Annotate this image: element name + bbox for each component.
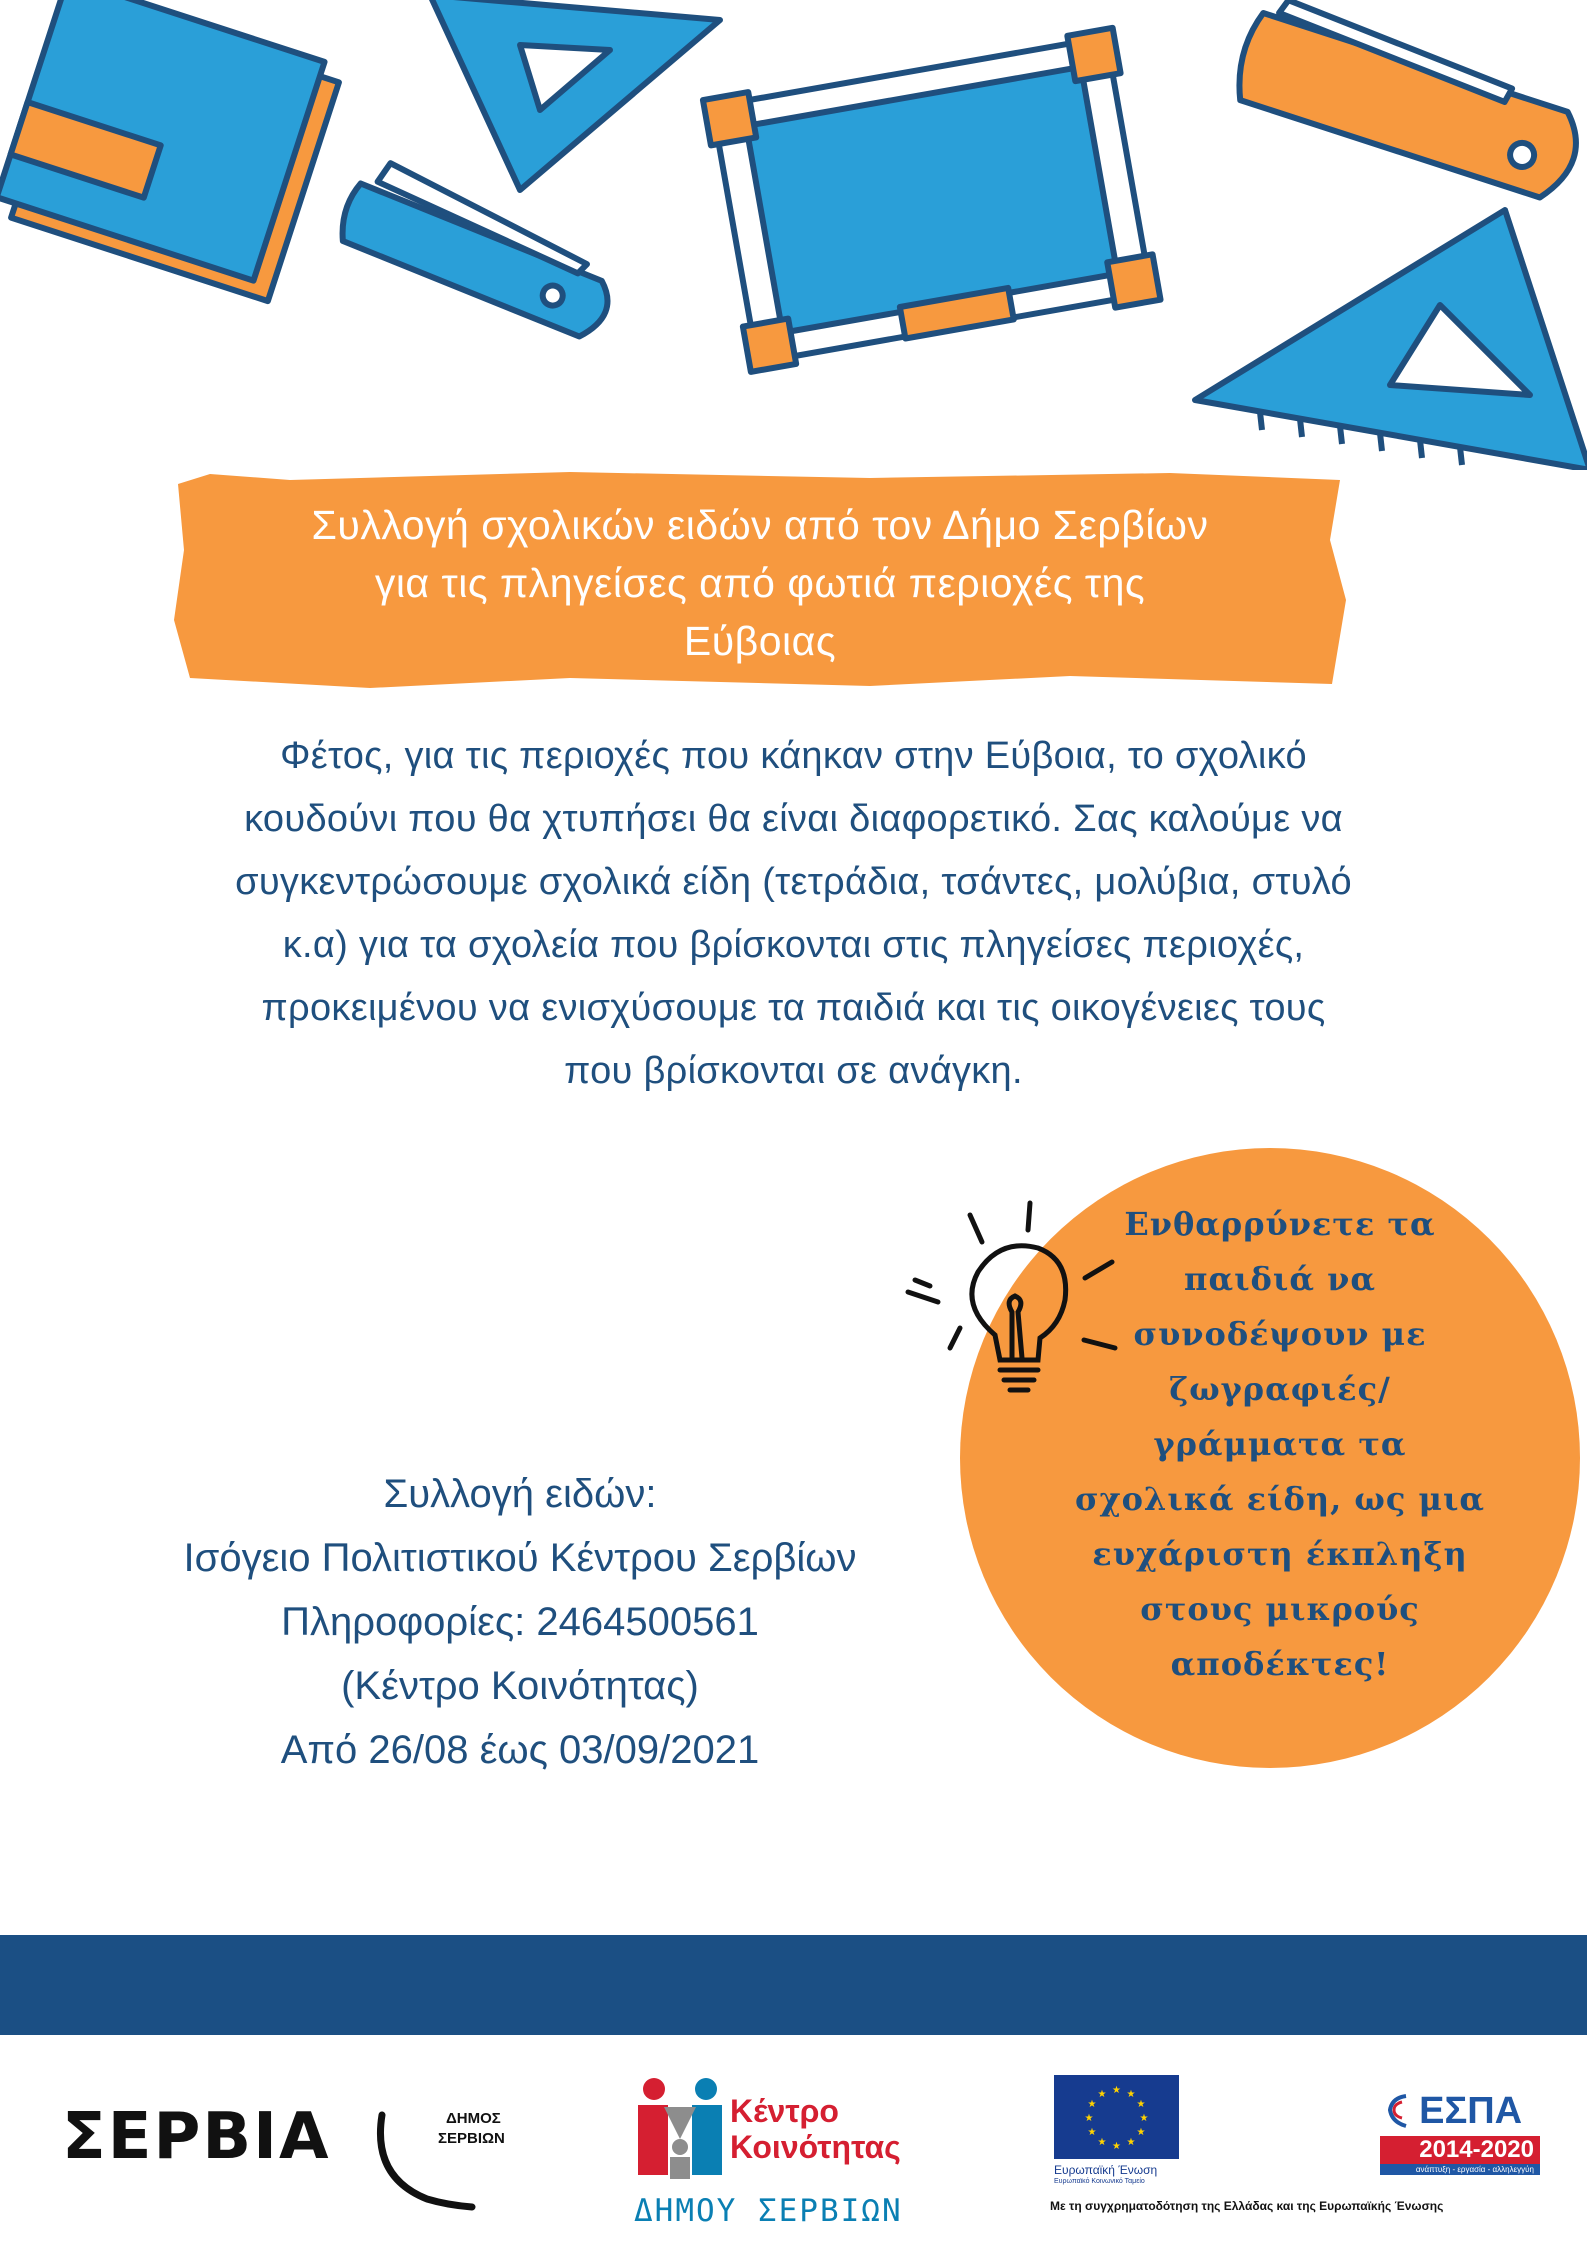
- svg-text:★: ★: [1136, 2127, 1146, 2138]
- paragraph-line: κουδούνι που θα χτυπήσει θα είναι διαφορετικό. Σας καλούμε να: [244, 798, 1343, 840]
- svg-text:★: ★: [1097, 2089, 1107, 2100]
- tip-line: ζωγραφιές/: [1169, 1370, 1391, 1408]
- chalkboard-icon: [703, 28, 1161, 372]
- paragraph-line: κ.α) για τα σχολεία που βρίσκονται στις πληγείσες περιοχές,: [282, 924, 1305, 966]
- paragraph-line: προκειμένου να ενισχύσουμε τα παιδιά και τις οικογένειες τους: [261, 987, 1326, 1029]
- paragraph-line: που βρίσκονται σε ανάγκη.: [564, 1050, 1023, 1092]
- espa-years-box: [1380, 2136, 1540, 2164]
- tip-line: σχολικά είδη, ως μια: [1074, 1480, 1486, 1518]
- eu-flag-icon: [1054, 2075, 1179, 2159]
- espa-flag-icon: [1380, 2090, 1410, 2132]
- espa-title: ΕΣΠΑ: [1419, 2090, 1523, 2132]
- footer-band: [0, 1935, 1587, 2035]
- tip-line: στους μικρούς: [1140, 1590, 1420, 1628]
- svg-text:★: ★: [1112, 2085, 1121, 2096]
- svg-text:★: ★: [1087, 2099, 1097, 2110]
- tip-line: αποδέκτες!: [1170, 1645, 1390, 1683]
- footer-logos: [0, 2035, 1587, 2245]
- title-banner: [170, 470, 1350, 692]
- paragraph-line: συγκεντρώσουμε σχολικά είδη (τετράδια, τσάντες, μολύβια, στυλό: [235, 861, 1352, 903]
- tip-line: συνοδέψουν με: [1133, 1315, 1427, 1353]
- tip-line: Ενθαρρύνετε τα: [1124, 1205, 1436, 1243]
- svg-text:★: ★: [1126, 2089, 1136, 2100]
- kentro-subtitle: ΔΗΜΟΥ ΣΕΡΒΙΩΝ: [634, 2193, 903, 2229]
- collection-dates: Από 26/08 έως 03/09/2021: [280, 1728, 760, 1772]
- title-line-1: Συλλογή σχολικών ειδών από τον Δήμο Σερβίων: [311, 502, 1209, 548]
- cofunding-note: Με τη συγχρηματοδότηση της Ελλάδας και της Ευρωπαϊκής Ένωσης: [1050, 2199, 1444, 2213]
- stapler-right-icon: [1229, 0, 1587, 204]
- tip-text: [1040, 1197, 1520, 1692]
- collection-heading: Συλλογή ειδών:: [383, 1472, 657, 1516]
- svg-text:★: ★: [1126, 2137, 1136, 2148]
- kentro-line-2: Κοινότητας: [730, 2129, 901, 2165]
- kentro-title: [730, 2093, 901, 2165]
- title-line-3: Εύβοιας: [683, 618, 837, 664]
- espa-tagline: ανάπτυξη - εργασία - αλληλεγγύη: [1380, 2164, 1540, 2175]
- svg-text:★: ★: [1136, 2099, 1146, 2110]
- svg-text:★: ★: [1087, 2127, 1097, 2138]
- serbia-logo-text: ΣΕΡΒΙΑ: [62, 2100, 331, 2174]
- kentro-line-1: Κέντρο: [730, 2093, 839, 2129]
- notebook-icon: [0, 0, 344, 301]
- svg-text:★: ★: [1097, 2137, 1107, 2148]
- title-text: [170, 496, 1350, 670]
- paragraph-line: Φέτος, για τις περιοχές που κάηκαν στην Εύβοια, το σχολικό: [280, 735, 1307, 777]
- eu-label: Ευρωπαϊκή Ένωση: [1054, 2163, 1158, 2177]
- serbia-sub-line-1: ΔΗΜΟΣ: [446, 2110, 501, 2127]
- svg-text:★: ★: [1084, 2113, 1094, 2124]
- eu-sublabel: Ευρωπαϊκό Κοινωνικό Ταμείο: [1054, 2178, 1145, 2185]
- svg-text:★: ★: [1139, 2113, 1149, 2124]
- tip-line: ευχάριστη έκπληξη: [1092, 1535, 1468, 1573]
- set-square-large-icon: [1195, 210, 1587, 470]
- collection-location: Ισόγειο Πολιτιστικού Κέντρου Σερβίων: [183, 1536, 857, 1580]
- serbia-subtitle: [438, 2109, 505, 2149]
- serbia-sub-line-2: ΣΕΡΒΙΩΝ: [438, 2130, 505, 2147]
- collection-info: [20, 1462, 1020, 1782]
- intro-paragraph: [40, 725, 1547, 1103]
- kentro-people-icon: [634, 2077, 726, 2185]
- collection-organizer: (Κέντρο Κοινότητας): [341, 1664, 699, 1708]
- tip-line: παιδιά να: [1184, 1260, 1376, 1298]
- collection-phone: Πληροφορίες: 2464500561: [281, 1600, 759, 1644]
- tip-line: γράμματα τα: [1153, 1425, 1407, 1463]
- set-square-small-icon: [430, 0, 720, 190]
- title-line-2: για τις πληγείσες από φωτιά περιοχές της: [374, 560, 1146, 606]
- stapler-left-icon: [335, 154, 627, 342]
- svg-text:★: ★: [1112, 2141, 1121, 2152]
- espa-years: 2014-2020: [1419, 2136, 1534, 2163]
- espa-logo: [1380, 2090, 1540, 2175]
- school-supplies-illustration: [0, 0, 1587, 470]
